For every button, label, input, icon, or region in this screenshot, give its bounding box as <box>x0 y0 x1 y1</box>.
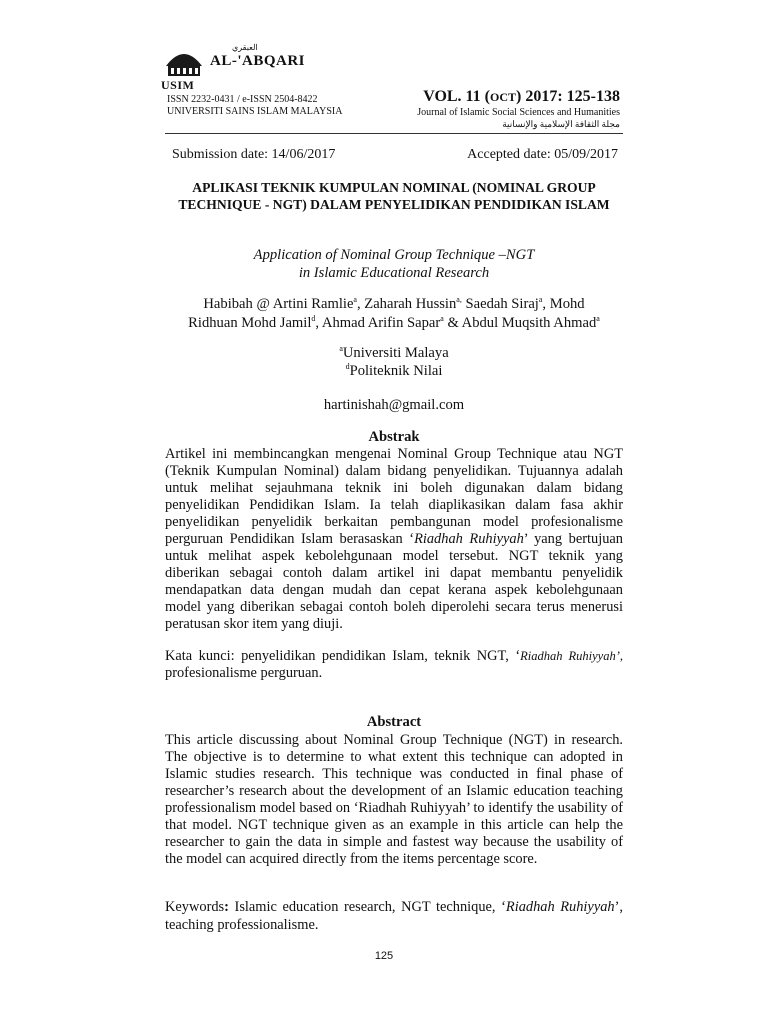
author-name: Habibah @ Artini Ramlie <box>203 296 354 312</box>
page-number: 125 <box>374 950 394 962</box>
affiliation: $^a$Universiti Malaya <box>339 344 449 361</box>
author-name: Abdul Muqsith Ahmad <box>461 315 597 331</box>
author-name: Ahmad Arifin Sapar <box>321 315 441 331</box>
paper-title-malay: APLIKASI TEKNIK KUMPULAN NOMINAL (NOMINAL GROUP TECHNIQUE - NGT) DALAM PENYELIDIKAN PENDIDIKAN ISLAM <box>178 180 610 212</box>
author-name: Zaharah Hussin <box>364 296 457 312</box>
submission-date: Submission date: 14/06/2017 <box>172 147 336 162</box>
header-divider <box>165 133 623 134</box>
kata-kunci: Kata kunci: penyelidikan pendidikan Islam, teknik NGT, ‘Riadhah Ruhiyyah’, profesionalisme perguruan. <box>165 648 623 681</box>
journal-subtitle: Journal of Islamic Social Sciences and Humanities <box>417 107 620 118</box>
issn: ISSN 2232-0431 / e-ISSN 2504-8422 <box>167 94 318 105</box>
abstract-text: This article discussing about Nominal Group Technique (NGT) in research. The objective is to determine to what extent this technique can adopted in Islamic studies research. This technique was conducted in final phase of researcher’s research about the development of an Islamic education teaching professionalism model based on ‘Riadhah Ruhiyyah’ to identify the usability of that model. NGT technique given as an example in this article can help the researcher to gain the data in simple and fastest way because the usability of the model can acquired directly from the items percentage score. <box>165 732 623 867</box>
author-name: Ridhuan Mohd Jamil <box>188 315 312 331</box>
accepted-date: Accepted date: 05/09/2017 <box>467 147 618 162</box>
affiliations <box>165 344 623 380</box>
abstrak-text: Artikel ini membincangkan mengenai Nominal Group Technique atau NGT (Teknik Kumpulan Nominal) dalam bidang penyelidikan. Tujuannya adalah untuk melihat sejauhmana teknik ini boleh digunakan dalam bidang penyelidikan Pendidikan Islam. Ia telah diaplikasikan dalam fasa akhir penyelidikan penyelidik berkaitan pembangunan model profesionalisme perguruan Pendidikan Islam berasaskan ‘Riadhah Ruhiyyah’ yang bertujuan untuk melihat aspek kebolehgunaan model tersebut. NGT teknik yang diberikan sebagai contoh dalam artikel ini dapat membantu penyelidik mendapatkan data dengan mudah dan cepat kerana aspek kebolehgunaan model yang diberikan sebagai contoh boleh diperolehi secara terus menerusi peratusan skor item yang diuji. <box>165 446 623 632</box>
dates-row <box>172 147 618 163</box>
author-list: Habibah @ Artini Ramlie$^a$, Zaharah Hussin$^{a,}$ Saedah Siraj$^a$, Mohd Ridhuan Mohd Jamil$^d$, Ahmad Arifin Sapar$^a$ & Abdul Muqsith Ahmad$^a$ <box>188 295 600 331</box>
abstrak-heading: Abstrak <box>368 429 420 445</box>
affiliation: $^d$Politeknik Nilai <box>345 362 443 379</box>
volume-info: VOL. 11 (OCT) 2017: 125-138 <box>423 88 620 105</box>
paper-title-english: Application of Nominal Group Technique –NGT in Islamic Educational Research <box>253 247 535 281</box>
journal-name: AL-'ABQARI <box>210 53 306 69</box>
journal-subtitle-arabic: مجلة الثقافة الإسلامية والإنسانية <box>502 119 620 129</box>
university-abbreviation: USIM <box>161 78 195 92</box>
university-name: UNIVERSITI SAINS ISLAM MALAYSIA <box>167 106 343 117</box>
keywords: Keywords: Islamic education research, NGT technique, ‘Riadhah Ruhiyyah’, teaching professionalisme. <box>165 899 623 933</box>
journal-name-arabic: العبقري <box>232 43 258 52</box>
abstract-heading: Abstract <box>366 714 422 730</box>
author-name: Saedah Siraj <box>465 296 539 312</box>
contact-email: hartinishah@gmail.com <box>323 397 465 413</box>
